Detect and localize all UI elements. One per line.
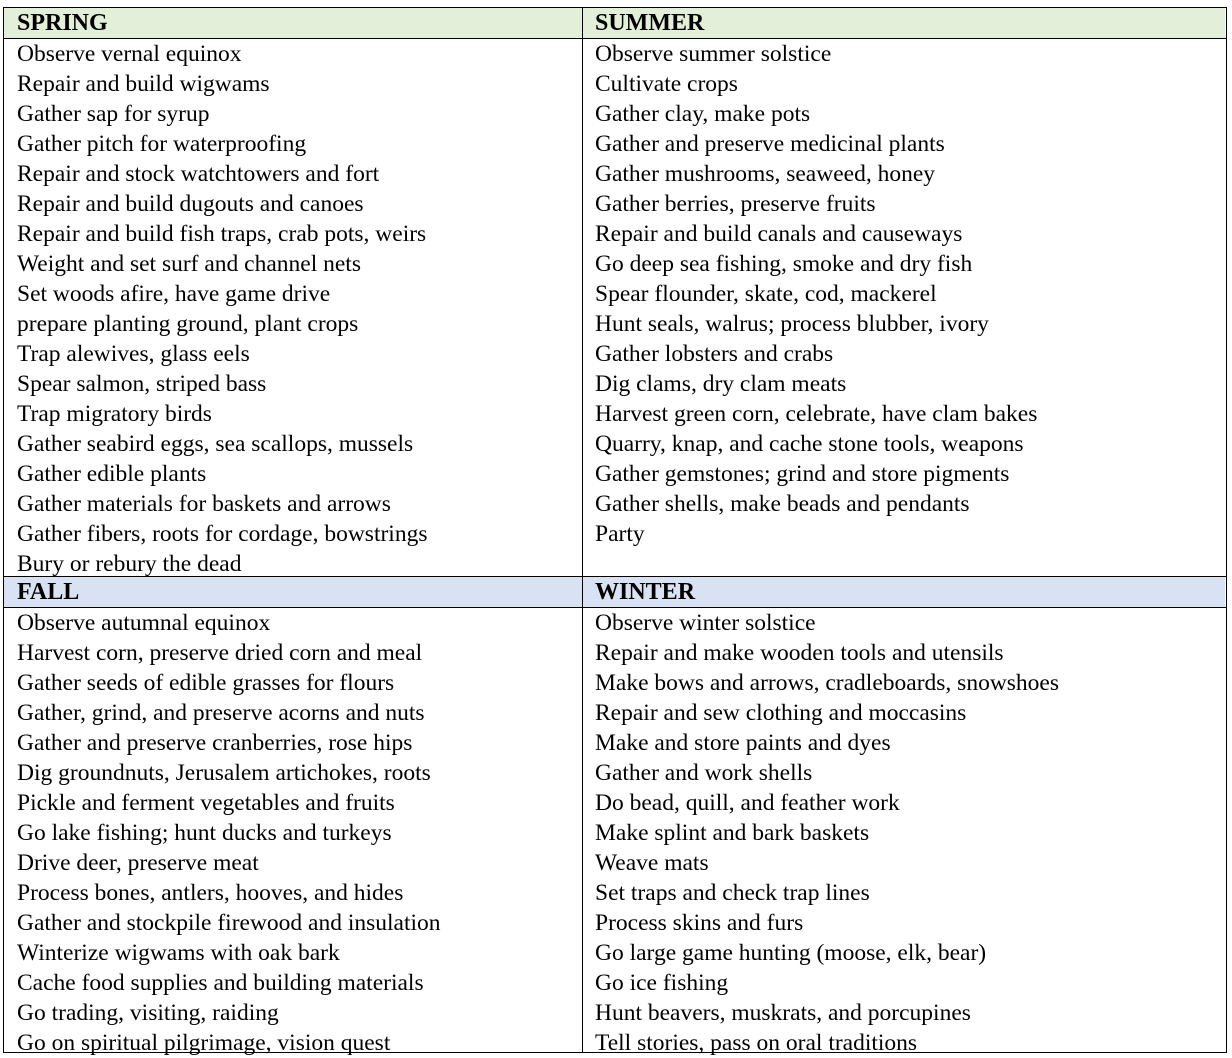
spring-activity-item: Gather pitch for waterproofing: [17, 131, 307, 157]
fall-activity-list: [4, 608, 582, 1058]
fall-cell: [4, 608, 582, 1058]
winter-activity-item: Weave mats: [595, 850, 709, 876]
fall-activity-item: Go on spiritual pilgrimage, vision quest: [17, 1030, 391, 1056]
winter-activity-item: Go ice fishing: [595, 970, 729, 996]
winter-activity-item: Hunt beavers, muskrats, and porcupines: [595, 1000, 971, 1026]
seasonal-activities-table: [3, 7, 1227, 1056]
summer-activity-item: Spear flounder, skate, cod, mackerel: [595, 281, 937, 307]
spring-activity-item: Set woods afire, have game drive: [17, 281, 331, 307]
winter-activity-item: Do bead, quill, and feather work: [595, 790, 900, 816]
winter-activity-item: Observe winter solstice: [595, 610, 816, 636]
fall-activity-item: Pickle and ferment vegetables and fruits: [17, 790, 395, 816]
winter-activity-item: Go large game hunting (moose, elk, bear): [595, 940, 987, 966]
spring-header: SPRING: [4, 8, 582, 38]
fall-activity-item: Process bones, antlers, hooves, and hides: [17, 880, 404, 906]
winter-activity-list: [582, 608, 1225, 1058]
fall-activity-item: Dig groundnuts, Jerusalem artichokes, roots: [17, 760, 431, 786]
spring-activity-item: Gather fibers, roots for cordage, bowstrings: [17, 521, 428, 547]
summer-activity-item: Observe summer solstice: [595, 41, 832, 67]
spring-activity-item: Gather edible plants: [17, 461, 207, 487]
spring-activity-item: Weight and set surf and channel nets: [17, 251, 361, 277]
winter-activity-item: Repair and sew clothing and moccasins: [595, 700, 967, 726]
spring-activity-item: Spear salmon, striped bass: [17, 371, 267, 397]
fall-activity-item: Cache food supplies and building materials: [17, 970, 424, 996]
winter-activity-item: Process skins and furs: [595, 910, 804, 936]
spring-activity-item: Repair and build fish traps, crab pots, weirs: [17, 221, 427, 247]
spring-activity-item: Gather sap for syrup: [17, 101, 210, 127]
summer-activity-item: Party: [595, 521, 645, 547]
summer-activity-item: Gather mushrooms, seaweed, honey: [595, 161, 936, 187]
spring-activity-item: prepare planting ground, plant crops: [17, 311, 359, 337]
spring-cell: [4, 39, 582, 579]
summer-header: SUMMER: [582, 8, 1225, 38]
fall-activity-item: Observe autumnal equinox: [17, 610, 271, 636]
winter-activity-item: Tell stories, pass on oral traditions: [595, 1030, 918, 1056]
summer-activity-item: Go deep sea fishing, smoke and dry fish: [595, 251, 973, 277]
fall-activity-item: Drive deer, preserve meat: [17, 850, 259, 876]
summer-activity-item: Gather and preserve medicinal plants: [595, 131, 945, 157]
summer-activity-item: Gather lobsters and crabs: [595, 341, 834, 367]
fall-activity-item: Go lake fishing; hunt ducks and turkeys: [17, 820, 392, 846]
fall-activity-item: Winterize wigwams with oak bark: [17, 940, 340, 966]
spring-activity-item: Bury or rebury the dead: [17, 551, 242, 577]
fall-activity-item: Gather and preserve cranberries, rose hips: [17, 730, 413, 756]
winter-activity-item: Gather and work shells: [595, 760, 813, 786]
spring-activity-item: Gather materials for baskets and arrows: [17, 491, 391, 517]
fall-activity-item: Harvest corn, preserve dried corn and meal: [17, 640, 423, 666]
summer-activity-item: Gather clay, make pots: [595, 101, 811, 127]
summer-activity-item: Repair and build canals and causeways: [595, 221, 963, 247]
summer-cell: [582, 39, 1225, 549]
spring-activity-item: Repair and stock watchtowers and fort: [17, 161, 380, 187]
spring-activity-item: Trap alewives, glass eels: [17, 341, 250, 367]
summer-activity-item: Quarry, knap, and cache stone tools, weapons: [595, 431, 1024, 457]
winter-activity-item: Make splint and bark baskets: [595, 820, 870, 846]
winter-activity-item: Set traps and check trap lines: [595, 880, 870, 906]
spring-activity-item: Repair and build wigwams: [17, 71, 270, 97]
summer-activity-item: Gather gemstones; grind and store pigments: [595, 461, 1010, 487]
summer-activity-item: Gather shells, make beads and pendants: [595, 491, 970, 517]
fall-activity-item: Gather, grind, and preserve acorns and nuts: [17, 700, 425, 726]
summer-activity-item: Dig clams, dry clam meats: [595, 371, 847, 397]
spring-activity-item: Gather seabird eggs, sea scallops, mussels: [17, 431, 414, 457]
summer-activity-list: [582, 39, 1225, 549]
winter-activity-item: Make bows and arrows, cradleboards, snowshoes: [595, 670, 1060, 696]
winter-header: WINTER: [582, 577, 1225, 607]
winter-activity-item: Repair and make wooden tools and utensils: [595, 640, 1004, 666]
column-divider: [582, 8, 583, 1052]
summer-activity-item: Hunt seals, walrus; process blubber, ivory: [595, 311, 989, 337]
winter-cell: [582, 608, 1225, 1058]
fall-activity-item: Gather and stockpile firewood and insulation: [17, 910, 441, 936]
spring-activity-item: Trap migratory birds: [17, 401, 212, 427]
spring-activity-item: Repair and build dugouts and canoes: [17, 191, 364, 217]
fall-activity-item: Gather seeds of edible grasses for flours: [17, 670, 395, 696]
winter-activity-item: Make and store paints and dyes: [595, 730, 891, 756]
fall-activity-item: Go trading, visiting, raiding: [17, 1000, 279, 1026]
spring-activity-list: [4, 39, 582, 579]
fall-header: FALL: [4, 577, 582, 607]
summer-activity-item: Cultivate crops: [595, 71, 738, 97]
spring-activity-item: Observe vernal equinox: [17, 41, 242, 67]
summer-activity-item: Gather berries, preserve fruits: [595, 191, 876, 217]
summer-activity-item: Harvest green corn, celebrate, have clam bakes: [595, 401, 1038, 427]
